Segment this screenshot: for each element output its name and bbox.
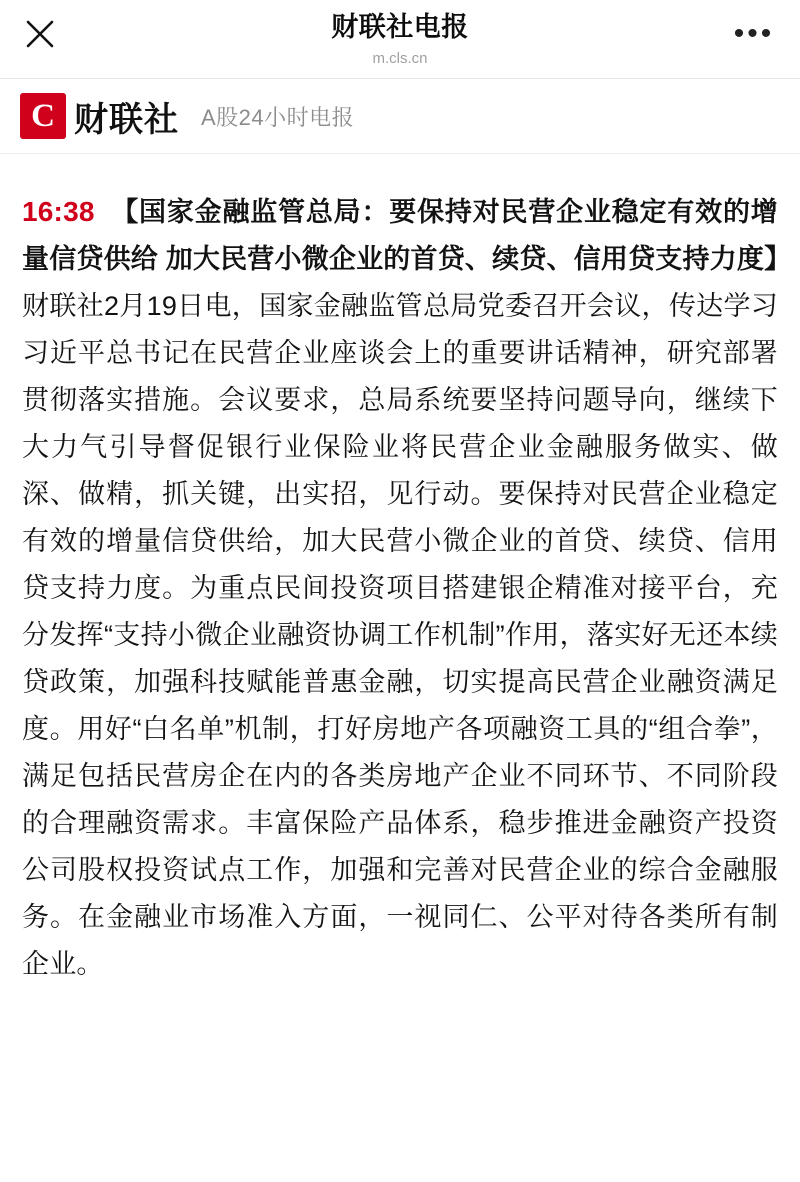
browser-appbar (0, 0, 800, 79)
article-headline: 【国家金融监管总局：要保持对民营企业稳定有效的增量信贷供给 加大民营小微企业的首贷、续贷、信用贷支持力度】 (22, 197, 792, 274)
page-title: 财联社电报 (331, 12, 469, 42)
article-body (22, 188, 792, 988)
close-icon[interactable] (18, 12, 62, 56)
article-timestamp: 16:38 (22, 196, 95, 227)
article-text: 财联社2月19日电，国家金融监管总局党委召开会议，传达学习习近平总书记在民营企业座谈会上的重要讲话精神，研究部署贯彻落实措施。会议要求，总局系统要坚持问题导向，继续下大力气引导督促银行业保险业将民营企业金融服务做实、做深、做精，抓关键，出实招，见行动。要保持对民营企业稳定有效的增量信贷供给，加大民营小微企业的首贷、续贷、信用贷支持力度。为重点民间投资项目搭建银企精准对接平台，充分发挥“支持小微企业融资协调工作机制”作用，落实好无还本续贷政策，加强科技赋能普惠金融，切实提高民营企业融资满足度。用好“白名单”机制，打好房地产各项融资工具的“组合拳”，满足包括民营房企在内的各类房地产企业不同环节、不同阶段的合理融资需求。丰富保险产品体系，稳步推进金融资产投资公司股权投资试点工作，加强和完善对民营企业的综合金融服务。在金融业市场准入方面，一视同仁、公平对待各类所有制企业。 (22, 291, 778, 979)
page-url: m.cls.cn (372, 50, 428, 67)
article-container (0, 154, 800, 1008)
ellipsis-icon[interactable]: ••• (733, 17, 775, 50)
site-brand-bar (0, 79, 800, 154)
cls-logo-icon: C (20, 93, 66, 139)
brand-name: 财联社 (74, 100, 179, 139)
brand-tagline: A股24小时电报 (201, 104, 355, 130)
